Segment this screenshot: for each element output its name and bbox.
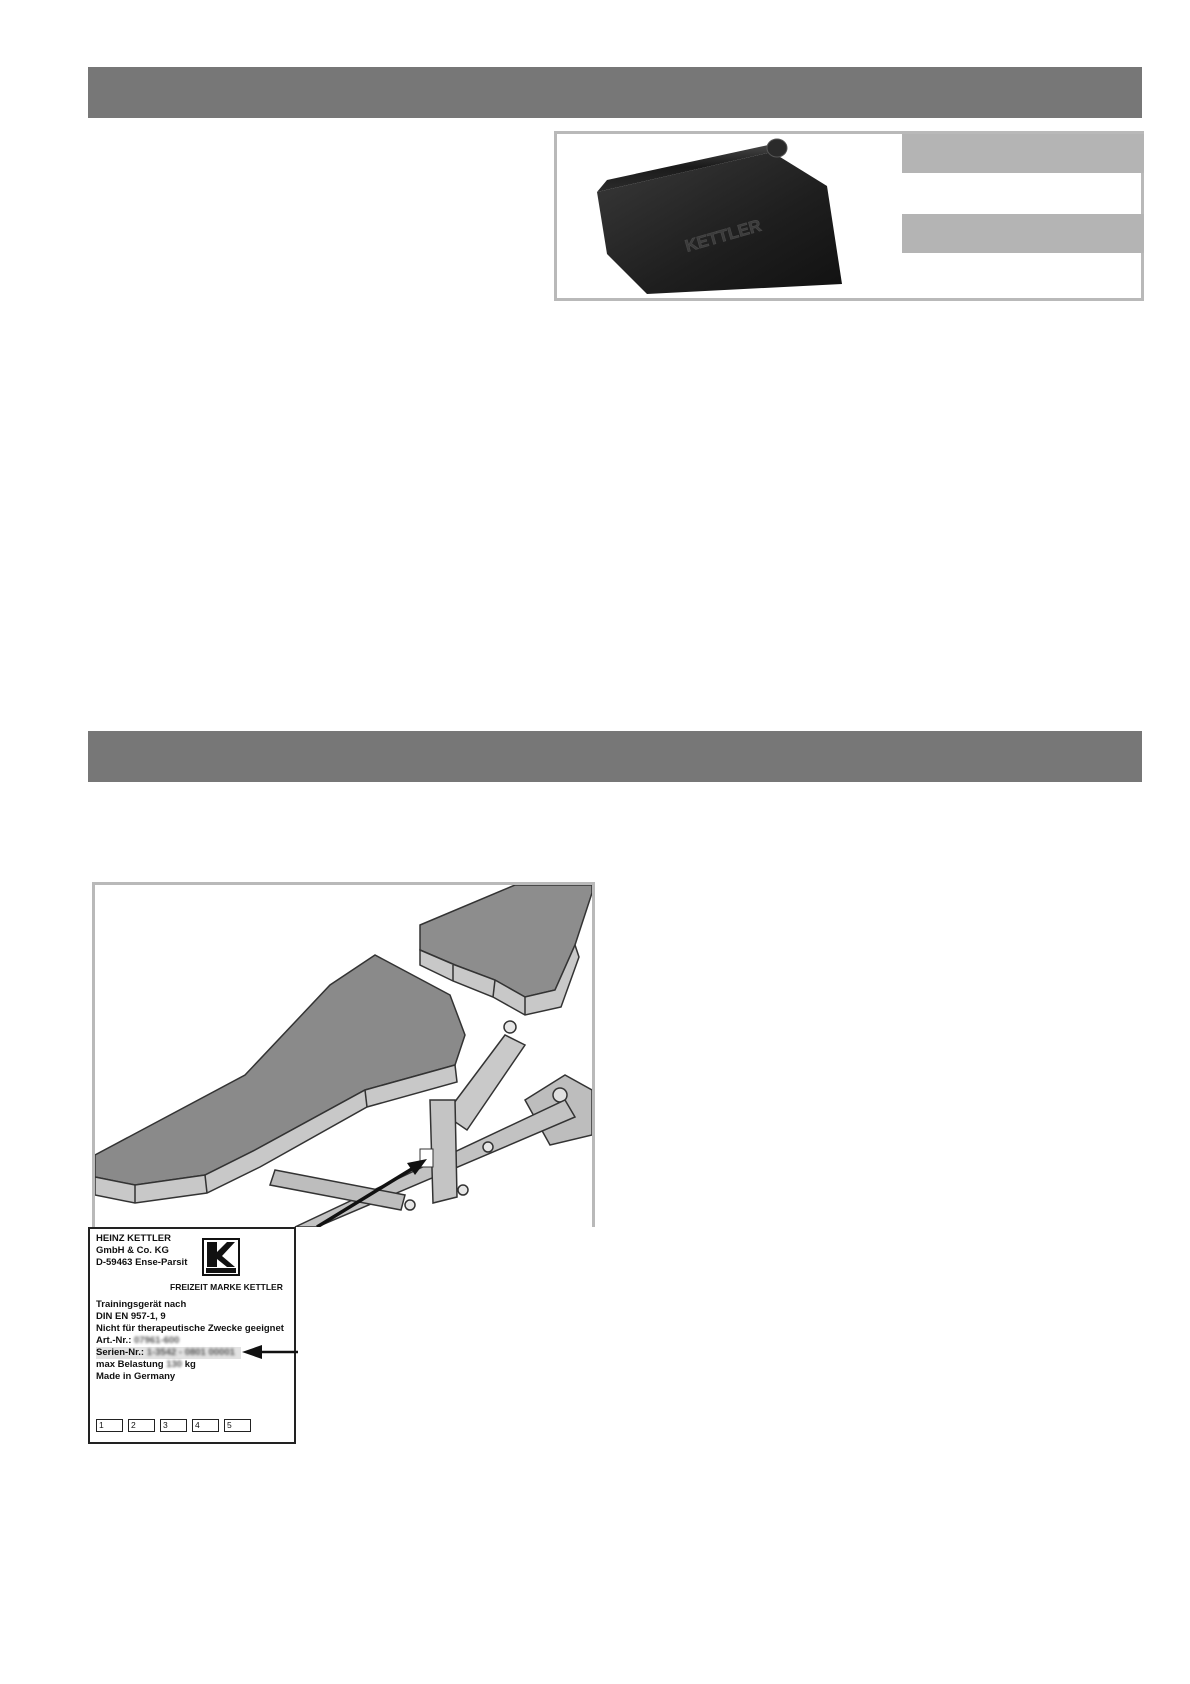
plate-line-therapy: Nicht für therapeutische Zwecke geeignet [96, 1323, 284, 1334]
bench-illustration-frame [92, 882, 595, 1227]
plate-line-training: Trainingsgerät nach [96, 1299, 187, 1310]
floor-mat-illustration [587, 134, 877, 294]
plate-company-line1: HEINZ KETTLER [96, 1233, 171, 1244]
plate-box-5: 5 [224, 1419, 251, 1432]
accessory-caption-bar-2 [902, 214, 1144, 253]
weight-bench-illustration [95, 885, 592, 1227]
mat-brand-label: KETTLER [682, 215, 764, 256]
plate-load-value: 130 [166, 1359, 183, 1370]
section-header-band-top [88, 67, 1142, 118]
plate-max-load [96, 1359, 196, 1371]
section-header-band-bottom [88, 731, 1142, 782]
kettler-logo-mark [204, 1240, 238, 1274]
plate-serial-value: 1-3542 - 0801 00001 [146, 1347, 235, 1358]
kettler-logo [202, 1238, 240, 1276]
plate-art-label: Art.-Nr.: [96, 1335, 132, 1346]
plate-box-1: 1 [96, 1419, 123, 1432]
plate-load-label: max Belastung [96, 1359, 164, 1370]
plate-company-line2: GmbH & Co. KG [96, 1245, 169, 1256]
accessory-frame [554, 131, 1144, 301]
plate-serial-label: Serien-Nr.: [96, 1347, 145, 1358]
plate-art-value: 07961-600 [134, 1335, 180, 1346]
plate-box-3: 3 [160, 1419, 187, 1432]
plate-load-unit: kg [184, 1359, 196, 1370]
plate-article-number [96, 1335, 179, 1347]
plate-company-line3: D-59463 Ense-Parsit [96, 1257, 188, 1268]
accessory-caption-bar-1 [902, 134, 1144, 173]
plate-brand-tagline: FREIZEIT MARKE KETTLER [170, 1282, 283, 1292]
type-plate [88, 1227, 296, 1444]
plate-box-4: 4 [192, 1419, 219, 1432]
plate-box-2: 2 [128, 1419, 155, 1432]
plate-serial-number [96, 1347, 241, 1359]
plate-made-in: Made in Germany [96, 1371, 176, 1382]
serial-number-arrow [240, 1342, 300, 1362]
plate-line-standard: DIN EN 957-1, 9 [96, 1311, 166, 1322]
